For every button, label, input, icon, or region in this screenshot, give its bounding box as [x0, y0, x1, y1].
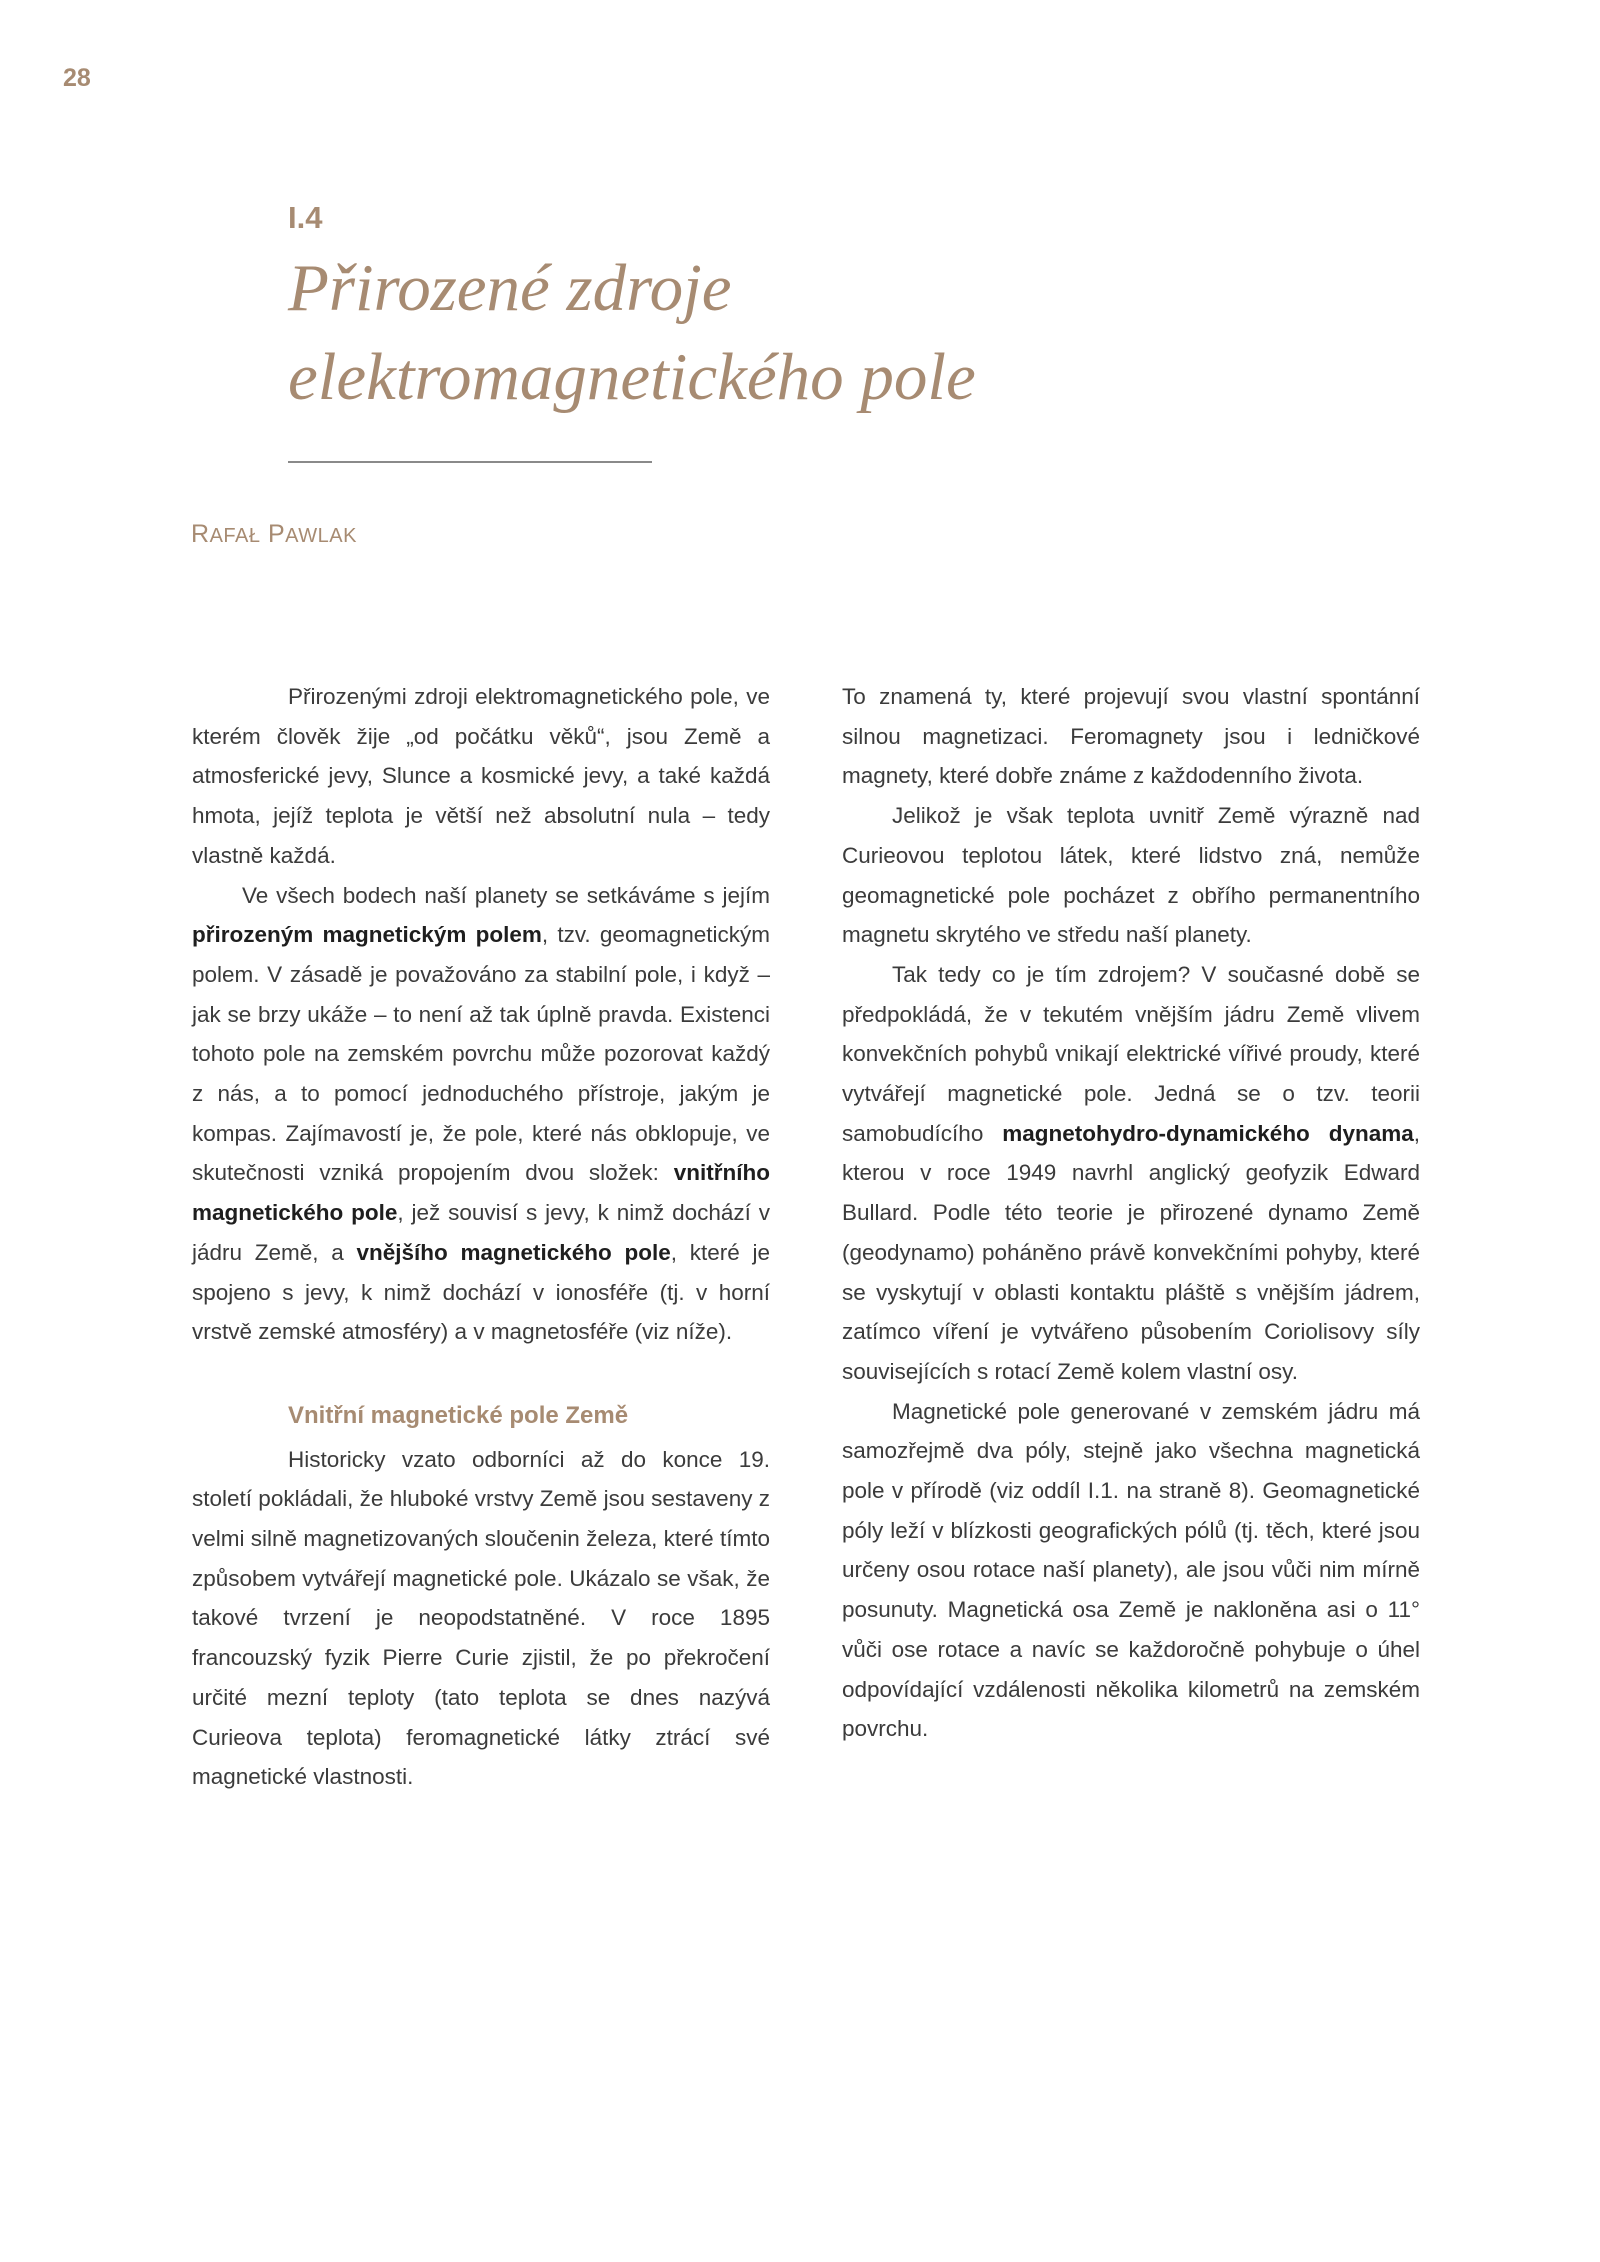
right-paragraph-3: [842, 955, 1420, 1392]
chapter-number: I.4: [288, 200, 323, 235]
term-mhd-dynamo: magnetohydro-dynamického dynama: [1002, 1120, 1414, 1146]
left-paragraph-1: Přirozenými zdroji elektromagnetického pole, ve kterém člověk žije „od počátku věků“, jsou Země a atmosferické jevy, Slunce a kosmické jevy, a také každá hmota, jejíž teplota je větší než absolutní nula – tedy vlastně každá.: [192, 684, 770, 868]
title-divider: [288, 461, 652, 463]
chapter-title-line-1: Přirozené zdroje: [288, 251, 732, 325]
left-p2-text-a: Ve všech bodech naší planety se setkáváme s jejím: [242, 882, 770, 908]
left-p2-text-c: , tzv. geomagnetickým polem. V zásadě je považováno za stabilní pole, i když – jak se brzy ukáže – to není až tak úplně pravda. Existenci tohoto pole na zemském povrchu může pozorovat každý z nás, a to pomocí jednoduchého přístroje, jakým je kompas. Zajímavostí je, že pole, které nás obklopuje, ve skutečnosti vzniká propojením dvou složek:: [192, 922, 770, 1186]
right-paragraph-4: Magnetické pole generované v zemském jádru má samozřejmě dva póly, stejně jako všechna magnetická pole v přírodě (viz oddíl I.1. na straně 8). Geomagnetické póly leží v blízkosti geografických pólů (tj. těch, které jsou určeny osou rotace naší planety), ale jsou vůči nim mírně posunuty. Magnetická osa Země je nakloněna asi o 11° vůči ose rotace a navíc se každoročně pohybuje o úhel odpovídající vzdálenosti několika kilometrů na zemském povrchu.: [842, 1398, 1420, 1742]
author-first-initial: R: [191, 520, 210, 548]
left-p2-text-e: , které je spojeno s jevy, k nimž dochází v ionosféře (tj. v horní vrstvě zemské atmosféry) a v magnetosféře (viz níže).: [192, 1239, 770, 1345]
left-paragraph-3: Historicky vzato odborníci až do konce 19. století pokládali, že hluboké vrstvy Země jsou sestaveny z velmi silně magnetizovaných sloučenin železa, které tímto způsobem vytvářejí magnetické pole. Ukázalo se však, že takové tvrzení je neopodstatněné. V roce 1895 francouzský fyzik Pierre Curie zjistil, že po překročení určité mezní teploty (tato teplota se dnes nazývá Curieova teplota) feromagnetické látky ztrácí své magnetické vlastnosti.: [192, 1446, 770, 1790]
right-paragraph-2: Jelikož je však teplota uvnitř Země výrazně nad Curieovou teplotou látek, které lidstvo zná, nemůže geomagnetické pole pocházet z obřího permanentního magnetu skrytého ve středu naší planety.: [842, 803, 1420, 948]
author-name: [191, 520, 357, 549]
left-paragraph-2: [192, 876, 770, 1352]
author-last-rest: AWLAK: [285, 525, 357, 547]
right-paragraph-1: To znamená ty, které projevují svou vlastní spontánní silnou magnetizaci. Feromagnety jsou i ledničkové magnety, které dobře známe z každodenního života.: [842, 684, 1420, 789]
right-p3-text-a: Tak tedy co je tím zdrojem? V současné době se předpokládá, že v tekutém vnějším jádru Země vlivem konvekčních pohybů vnikají elektrické vířivé proudy, které vytvářejí magnetické pole. Jedná se o tzv. teorii samobudícího: [842, 961, 1420, 1146]
chapter-title: [288, 244, 1388, 422]
section-heading: Vnitřní magnetické pole Země: [288, 1401, 629, 1429]
term-natural-magnetic-field: přirozeným magnetickým polem: [192, 922, 542, 948]
left-p2-text-d: , jež souvisí s jevy, k nimž dochází v jádru Země, a: [192, 1200, 770, 1265]
right-p3-text-c: , kterou v roce 1949 navrhl anglický geofyzik Edward Bullard. Podle této teorie je přirozené dynamo Země (geodynamo) poháněno právě konvekčními pohyby, které se vyskytují v oblasti kontaktu pláště s vnějším jádrem, zatímco víření je vytvářeno působením Coriolisovy síly souvisejících s rotací Země kolem vlastní osy.: [842, 1120, 1421, 1384]
author-last-initial: P: [267, 520, 286, 548]
left-column: [192, 677, 770, 1797]
page-number: 28: [63, 64, 91, 92]
author-first-rest: AFAŁ: [209, 525, 261, 547]
chapter-title-line-2: elektromagnetického pole: [288, 340, 976, 414]
right-column: [842, 677, 1420, 1749]
term-external-magnetic-field: vnějšího magnetického pole: [356, 1239, 671, 1265]
term-internal-magnetic-field: vnitřního magnetického pole: [192, 1160, 770, 1226]
